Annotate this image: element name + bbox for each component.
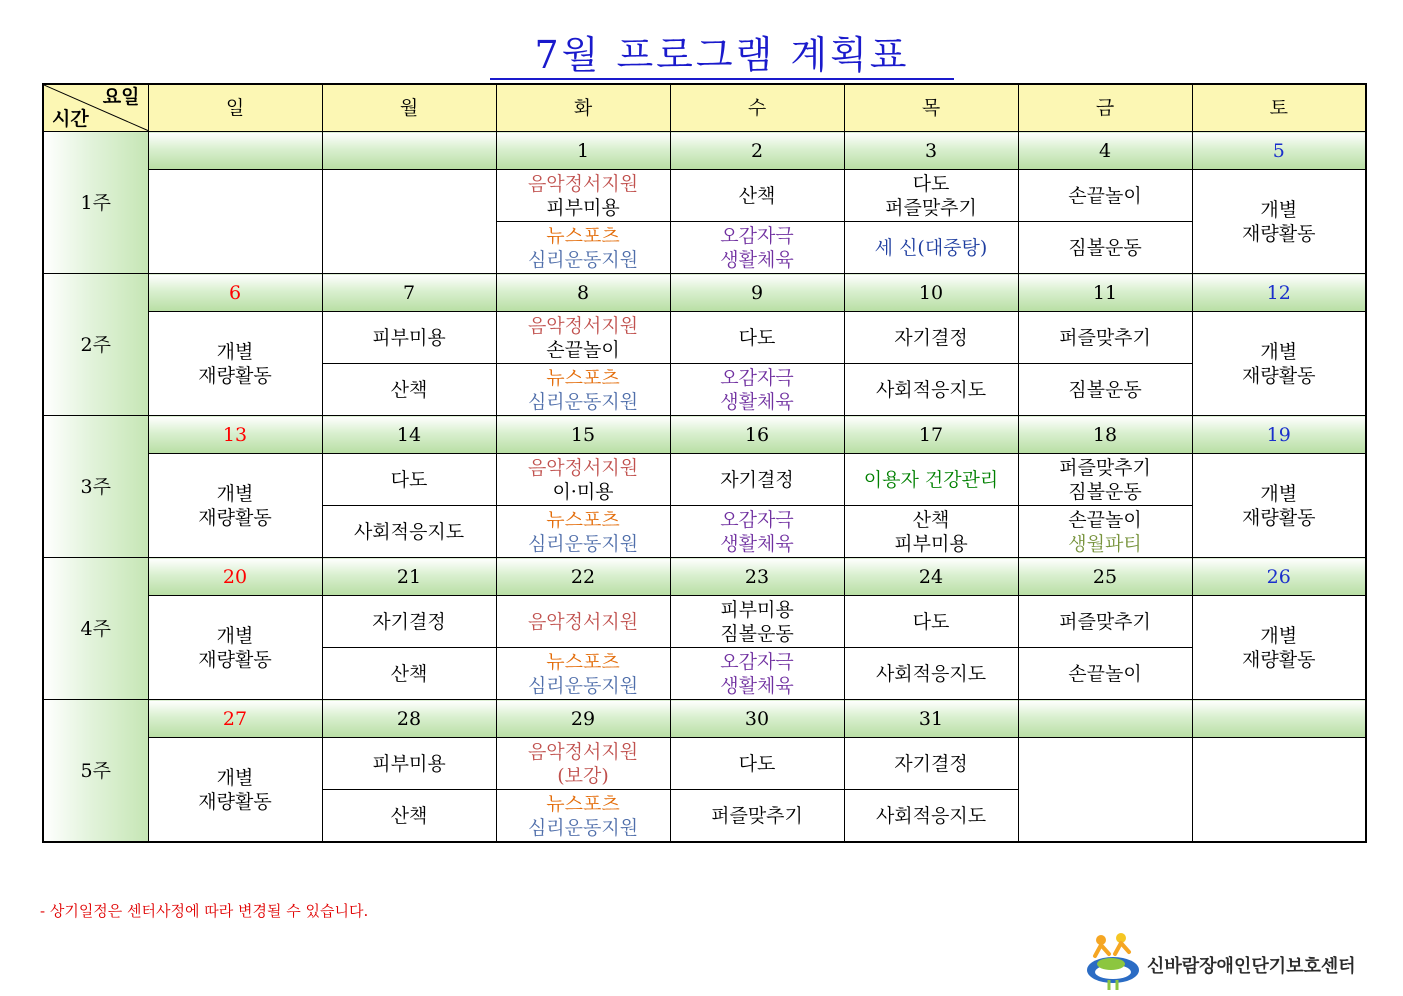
program-item: 피부미용 (546, 196, 620, 219)
program-item: 손끝놀이 (1068, 184, 1142, 207)
date-cell: 2 (670, 132, 844, 170)
program-item: 개별 (216, 624, 254, 647)
program-item: 퍼즐맞추기 (1059, 326, 1151, 349)
date-cell: 25 (1018, 558, 1192, 596)
corner-time-label: 시간 (52, 108, 89, 130)
program-cell (1018, 222, 1192, 274)
program-item: 생월파티 (1068, 532, 1142, 555)
program-cell (670, 454, 844, 506)
date-cell: 15 (496, 416, 670, 454)
day-header-mon: 월 (322, 84, 496, 132)
program-item: 다도 (912, 610, 950, 633)
program-cell (670, 790, 844, 843)
date-cell (1192, 700, 1366, 738)
program-item: 자기결정 (720, 468, 794, 491)
program-item: 개별 (216, 482, 254, 505)
program-cell (1018, 454, 1192, 506)
program-cell (844, 506, 1018, 558)
program-item: (보강) (557, 764, 609, 787)
program-cell (148, 738, 322, 843)
program-cell (496, 364, 670, 416)
date-cell: 9 (670, 274, 844, 312)
program-cell (1192, 454, 1366, 558)
program-cell (322, 364, 496, 416)
program-cell (1192, 312, 1366, 416)
date-cell: 31 (844, 700, 1018, 738)
program-item: 손끝놀이 (546, 338, 620, 361)
program-item: 심리운동지원 (527, 390, 639, 413)
program-cell (844, 790, 1018, 843)
schedule-note: - 상기일정은 센터사정에 따라 변경될 수 있습니다. (40, 902, 369, 920)
program-item: 오감자극 (720, 224, 794, 247)
date-cell: 5 (1192, 132, 1366, 170)
program-cell (496, 454, 670, 506)
day-header-fri: 금 (1018, 84, 1192, 132)
program-cell (322, 170, 496, 274)
page-title: 7월 프로그램 계획표 (490, 32, 954, 80)
date-cell: 18 (1018, 416, 1192, 454)
day-header-sat: 토 (1192, 84, 1366, 132)
program-cell (496, 312, 670, 364)
program-item: 음악정서지원 (527, 740, 639, 763)
program-item: 재량활동 (198, 648, 272, 671)
date-cell: 3 (844, 132, 1018, 170)
program-item: 생활체육 (720, 532, 794, 555)
program-item: 다도 (912, 172, 950, 195)
program-cell (670, 364, 844, 416)
date-row (43, 700, 1366, 738)
program-item: 개별 (1260, 340, 1298, 363)
program-cell (496, 506, 670, 558)
program-cell (844, 170, 1018, 222)
program-cell (148, 312, 322, 416)
program-row-am (43, 738, 1366, 790)
program-item: 손끝놀이 (1068, 508, 1142, 531)
program-item: 자기결정 (894, 752, 968, 775)
program-item: 손끝놀이 (1068, 662, 1142, 685)
corner-day-label: 요일 (102, 86, 140, 108)
week-label: 2주 (43, 274, 148, 416)
program-cell (844, 738, 1018, 790)
program-cell (670, 312, 844, 364)
program-item: 산책 (738, 184, 776, 207)
date-cell (1018, 700, 1192, 738)
program-item: 뉴스포츠 (546, 792, 620, 815)
program-item: 피부미용 (372, 326, 446, 349)
program-cell (844, 596, 1018, 648)
program-cell (322, 648, 496, 700)
date-cell: 11 (1018, 274, 1192, 312)
program-item: 다도 (738, 752, 776, 775)
date-row (43, 416, 1366, 454)
program-item: 사회적응지도 (353, 520, 465, 543)
date-cell (322, 132, 496, 170)
date-cell: 13 (148, 416, 322, 454)
program-cell (496, 738, 670, 790)
program-item: 퍼즐맞추기 (1059, 456, 1151, 479)
date-cell: 22 (496, 558, 670, 596)
program-item: 짐볼운동 (1068, 378, 1142, 401)
program-item: 음악정서지원 (527, 172, 639, 195)
program-item: 다도 (738, 326, 776, 349)
program-item: 세 신(대중탕) (874, 236, 988, 259)
program-cell (670, 596, 844, 648)
program-item: 음악정서지원 (527, 456, 639, 479)
date-cell: 26 (1192, 558, 1366, 596)
program-item: 개별 (1260, 482, 1298, 505)
program-item: 자기결정 (372, 610, 446, 633)
program-cell (148, 596, 322, 700)
program-item: 재량활동 (1242, 648, 1316, 671)
program-item: 재량활동 (198, 790, 272, 813)
date-cell: 30 (670, 700, 844, 738)
program-cell (496, 596, 670, 648)
program-item: 오감자극 (720, 508, 794, 531)
week-label: 5주 (43, 700, 148, 843)
program-cell (322, 790, 496, 843)
program-item: 짐볼운동 (720, 622, 794, 645)
program-item: 생활체육 (720, 674, 794, 697)
corner-cell (43, 84, 148, 132)
program-cell (670, 170, 844, 222)
program-cell (844, 648, 1018, 700)
program-item: 음악정서지원 (527, 314, 639, 337)
program-cell (844, 454, 1018, 506)
date-row (43, 274, 1366, 312)
day-header-thu: 목 (844, 84, 1018, 132)
date-cell: 7 (322, 274, 496, 312)
date-cell: 20 (148, 558, 322, 596)
program-item: 퍼즐맞추기 (1059, 610, 1151, 633)
day-header-sun: 일 (148, 84, 322, 132)
program-item: 뉴스포츠 (546, 224, 620, 247)
date-cell: 17 (844, 416, 1018, 454)
program-cell (322, 454, 496, 506)
center-name: 신바람장애인단기보호센터 (1147, 956, 1356, 977)
program-row-am (43, 454, 1366, 506)
program-item: 생활체육 (720, 390, 794, 413)
people-logo-icon (1083, 930, 1143, 992)
day-header-tue: 화 (496, 84, 670, 132)
program-cell (1018, 648, 1192, 700)
program-cell (1018, 170, 1192, 222)
program-cell (1192, 596, 1366, 700)
program-item: 짐볼운동 (1068, 480, 1142, 503)
program-item: 피부미용 (894, 532, 968, 555)
program-item: 개별 (1260, 198, 1298, 221)
program-item: 뉴스포츠 (546, 650, 620, 673)
program-cell (496, 790, 670, 843)
program-item: 사회적응지도 (875, 378, 987, 401)
program-cell (1018, 364, 1192, 416)
program-row-am (43, 170, 1366, 222)
program-cell (1192, 738, 1366, 843)
program-item: 음악정서지원 (527, 610, 639, 633)
date-cell: 21 (322, 558, 496, 596)
program-cell (148, 454, 322, 558)
program-cell (670, 738, 844, 790)
date-cell: 4 (1018, 132, 1192, 170)
program-item: 이용자 건강관리 (863, 468, 999, 491)
program-cell (1018, 506, 1192, 558)
program-cell (1192, 170, 1366, 274)
program-item: 뉴스포츠 (546, 508, 620, 531)
date-cell: 6 (148, 274, 322, 312)
program-cell (844, 364, 1018, 416)
program-cell (670, 648, 844, 700)
header-row (43, 84, 1366, 132)
program-item: 재량활동 (198, 506, 272, 529)
program-row-am (43, 312, 1366, 364)
program-item: 피부미용 (720, 598, 794, 621)
program-cell (844, 222, 1018, 274)
program-cell (322, 506, 496, 558)
program-item: 짐볼운동 (1068, 236, 1142, 259)
program-item: 피부미용 (372, 752, 446, 775)
program-cell (496, 648, 670, 700)
date-cell: 12 (1192, 274, 1366, 312)
program-item: 생활체육 (720, 248, 794, 271)
program-item: 산책 (390, 378, 428, 401)
program-item: 재량활동 (1242, 222, 1316, 245)
program-item: 심리운동지원 (527, 532, 639, 555)
date-cell: 8 (496, 274, 670, 312)
date-cell: 19 (1192, 416, 1366, 454)
date-row (43, 132, 1366, 170)
program-cell (322, 738, 496, 790)
program-cell (496, 170, 670, 222)
date-cell: 23 (670, 558, 844, 596)
date-cell: 10 (844, 274, 1018, 312)
day-header-wed: 수 (670, 84, 844, 132)
program-item: 산책 (390, 662, 428, 685)
program-cell (496, 222, 670, 274)
date-cell (148, 132, 322, 170)
program-cell (670, 506, 844, 558)
program-cell (322, 596, 496, 648)
date-cell: 1 (496, 132, 670, 170)
week-label: 1주 (43, 132, 148, 274)
date-cell: 16 (670, 416, 844, 454)
program-item: 재량활동 (1242, 506, 1316, 529)
program-item: 퍼즐맞추기 (885, 196, 977, 219)
program-item: 사회적응지도 (875, 804, 987, 827)
date-cell: 14 (322, 416, 496, 454)
program-item: 재량활동 (198, 364, 272, 387)
program-item: 퍼즐맞추기 (711, 804, 803, 827)
program-item: 사회적응지도 (875, 662, 987, 685)
program-item: 산책 (390, 804, 428, 827)
center-logo (1083, 930, 1373, 992)
program-item: 뉴스포츠 (546, 366, 620, 389)
program-item: 심리운동지원 (527, 674, 639, 697)
program-cell (148, 170, 322, 274)
program-item: 오감자극 (720, 650, 794, 673)
program-item: 심리운동지원 (527, 248, 639, 271)
program-cell (670, 222, 844, 274)
week-label: 3주 (43, 416, 148, 558)
program-cell (1018, 738, 1192, 843)
program-item: 이·미용 (552, 480, 614, 503)
date-cell: 27 (148, 700, 322, 738)
program-item: 개별 (216, 766, 254, 789)
program-row-am (43, 596, 1366, 648)
program-item: 오감자극 (720, 366, 794, 389)
program-item: 개별 (216, 340, 254, 363)
program-cell (844, 312, 1018, 364)
date-cell: 29 (496, 700, 670, 738)
date-cell: 28 (322, 700, 496, 738)
schedule-table (42, 83, 1367, 843)
program-item: 개별 (1260, 624, 1298, 647)
program-item: 재량활동 (1242, 364, 1316, 387)
week-label: 4주 (43, 558, 148, 700)
program-item: 산책 (912, 508, 950, 531)
program-item: 자기결정 (894, 326, 968, 349)
program-cell (322, 312, 496, 364)
program-cell (1018, 312, 1192, 364)
program-item: 심리운동지원 (527, 816, 639, 839)
date-cell: 24 (844, 558, 1018, 596)
date-row (43, 558, 1366, 596)
program-item: 다도 (390, 468, 428, 491)
program-cell (1018, 596, 1192, 648)
